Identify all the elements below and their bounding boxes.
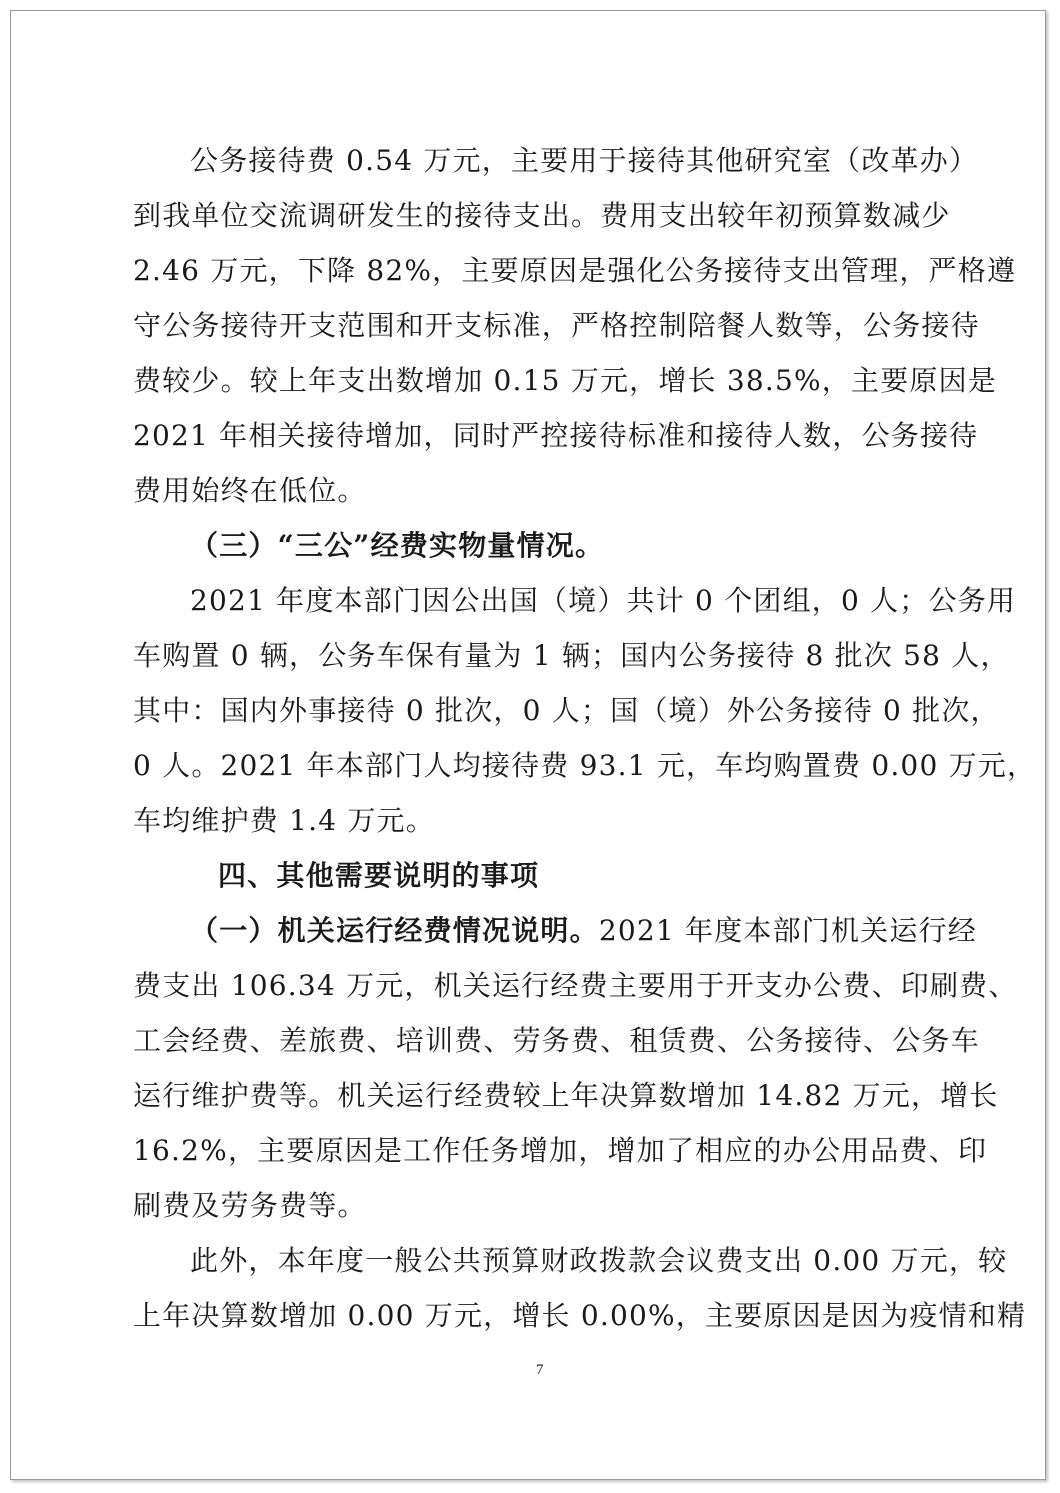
text-line: 此外，本年度一般公共预算财政拨款会议费支出 0.00 万元，较 (190, 1244, 1008, 1277)
text-line: 费较少。较上年支出数增加 0.15 万元，增长 38.5%，主要原因是 (133, 364, 997, 397)
text-line: 车购置 0 辆，公务车保有量为 1 辆；国内公务接待 8 批次 58 人， (133, 639, 1010, 672)
inline-heading: （一）机关运行经费情况说明。 (190, 914, 599, 947)
text-line: 16.2%，主要原因是工作任务增加，增加了相应的办公用品费、印 (133, 1134, 988, 1167)
text-line: 费支出 106.34 万元，机关运行经费主要用于开支办公费、印刷费、 (133, 969, 1018, 1002)
text-line: 上年决算数增加 0.00 万元，增长 0.00%，主要原因是因为疫情和精 (133, 1299, 1027, 1332)
text-line: 费用始终在低位。 (133, 474, 367, 507)
text-line: 守公务接待开支范围和开支标准，严格控制陪餐人数等，公务接待 (133, 309, 980, 342)
text-line: 其中：国内外事接待 0 批次，0 人；国（境）外公务接待 0 批次， (133, 694, 1000, 727)
section-heading: （三）“三公”经费实物量情况。 (190, 529, 605, 562)
text-span: 2021 年度本部门机关运行经 (598, 914, 977, 947)
text-line: 2021 年度本部门因公出国（境）共计 0 个团组，0 人；公务用 (190, 584, 1017, 617)
text-line: 运行维护费等。机关运行经费较上年决算数增加 14.82 万元，增长 (133, 1079, 999, 1112)
text-line: 到我单位交流调研发生的接待支出。费用支出较年初预算数减少 (133, 199, 951, 232)
text-line: 2021 年相关接待增加，同时严控接待标准和接待人数，公务接待 (133, 419, 979, 452)
text-line: 0 人。2021 年本部门人均接待费 93.1 元，车均购置费 0.00 万元， (133, 749, 1037, 782)
document-body (133, 133, 1037, 1343)
chapter-heading: 四、其他需要说明的事项 (218, 859, 540, 892)
text-line: 车均维护费 1.4 万元。 (133, 804, 435, 837)
page-number: 7 (536, 1362, 544, 1378)
text-line: 2.46 万元，下降 82%，主要原因是强化公务接待支出管理，严格遵 (133, 254, 1017, 287)
text-line: 刷费及劳务费等。 (133, 1189, 367, 1222)
text-line: 工会经费、差旅费、培训费、劳务费、租赁费、公务接待、公务车 (133, 1024, 980, 1057)
text-line (133, 903, 1013, 958)
text-line: 公务接待费 0.54 万元，主要用于接待其他研究室（改革办） (190, 144, 979, 177)
